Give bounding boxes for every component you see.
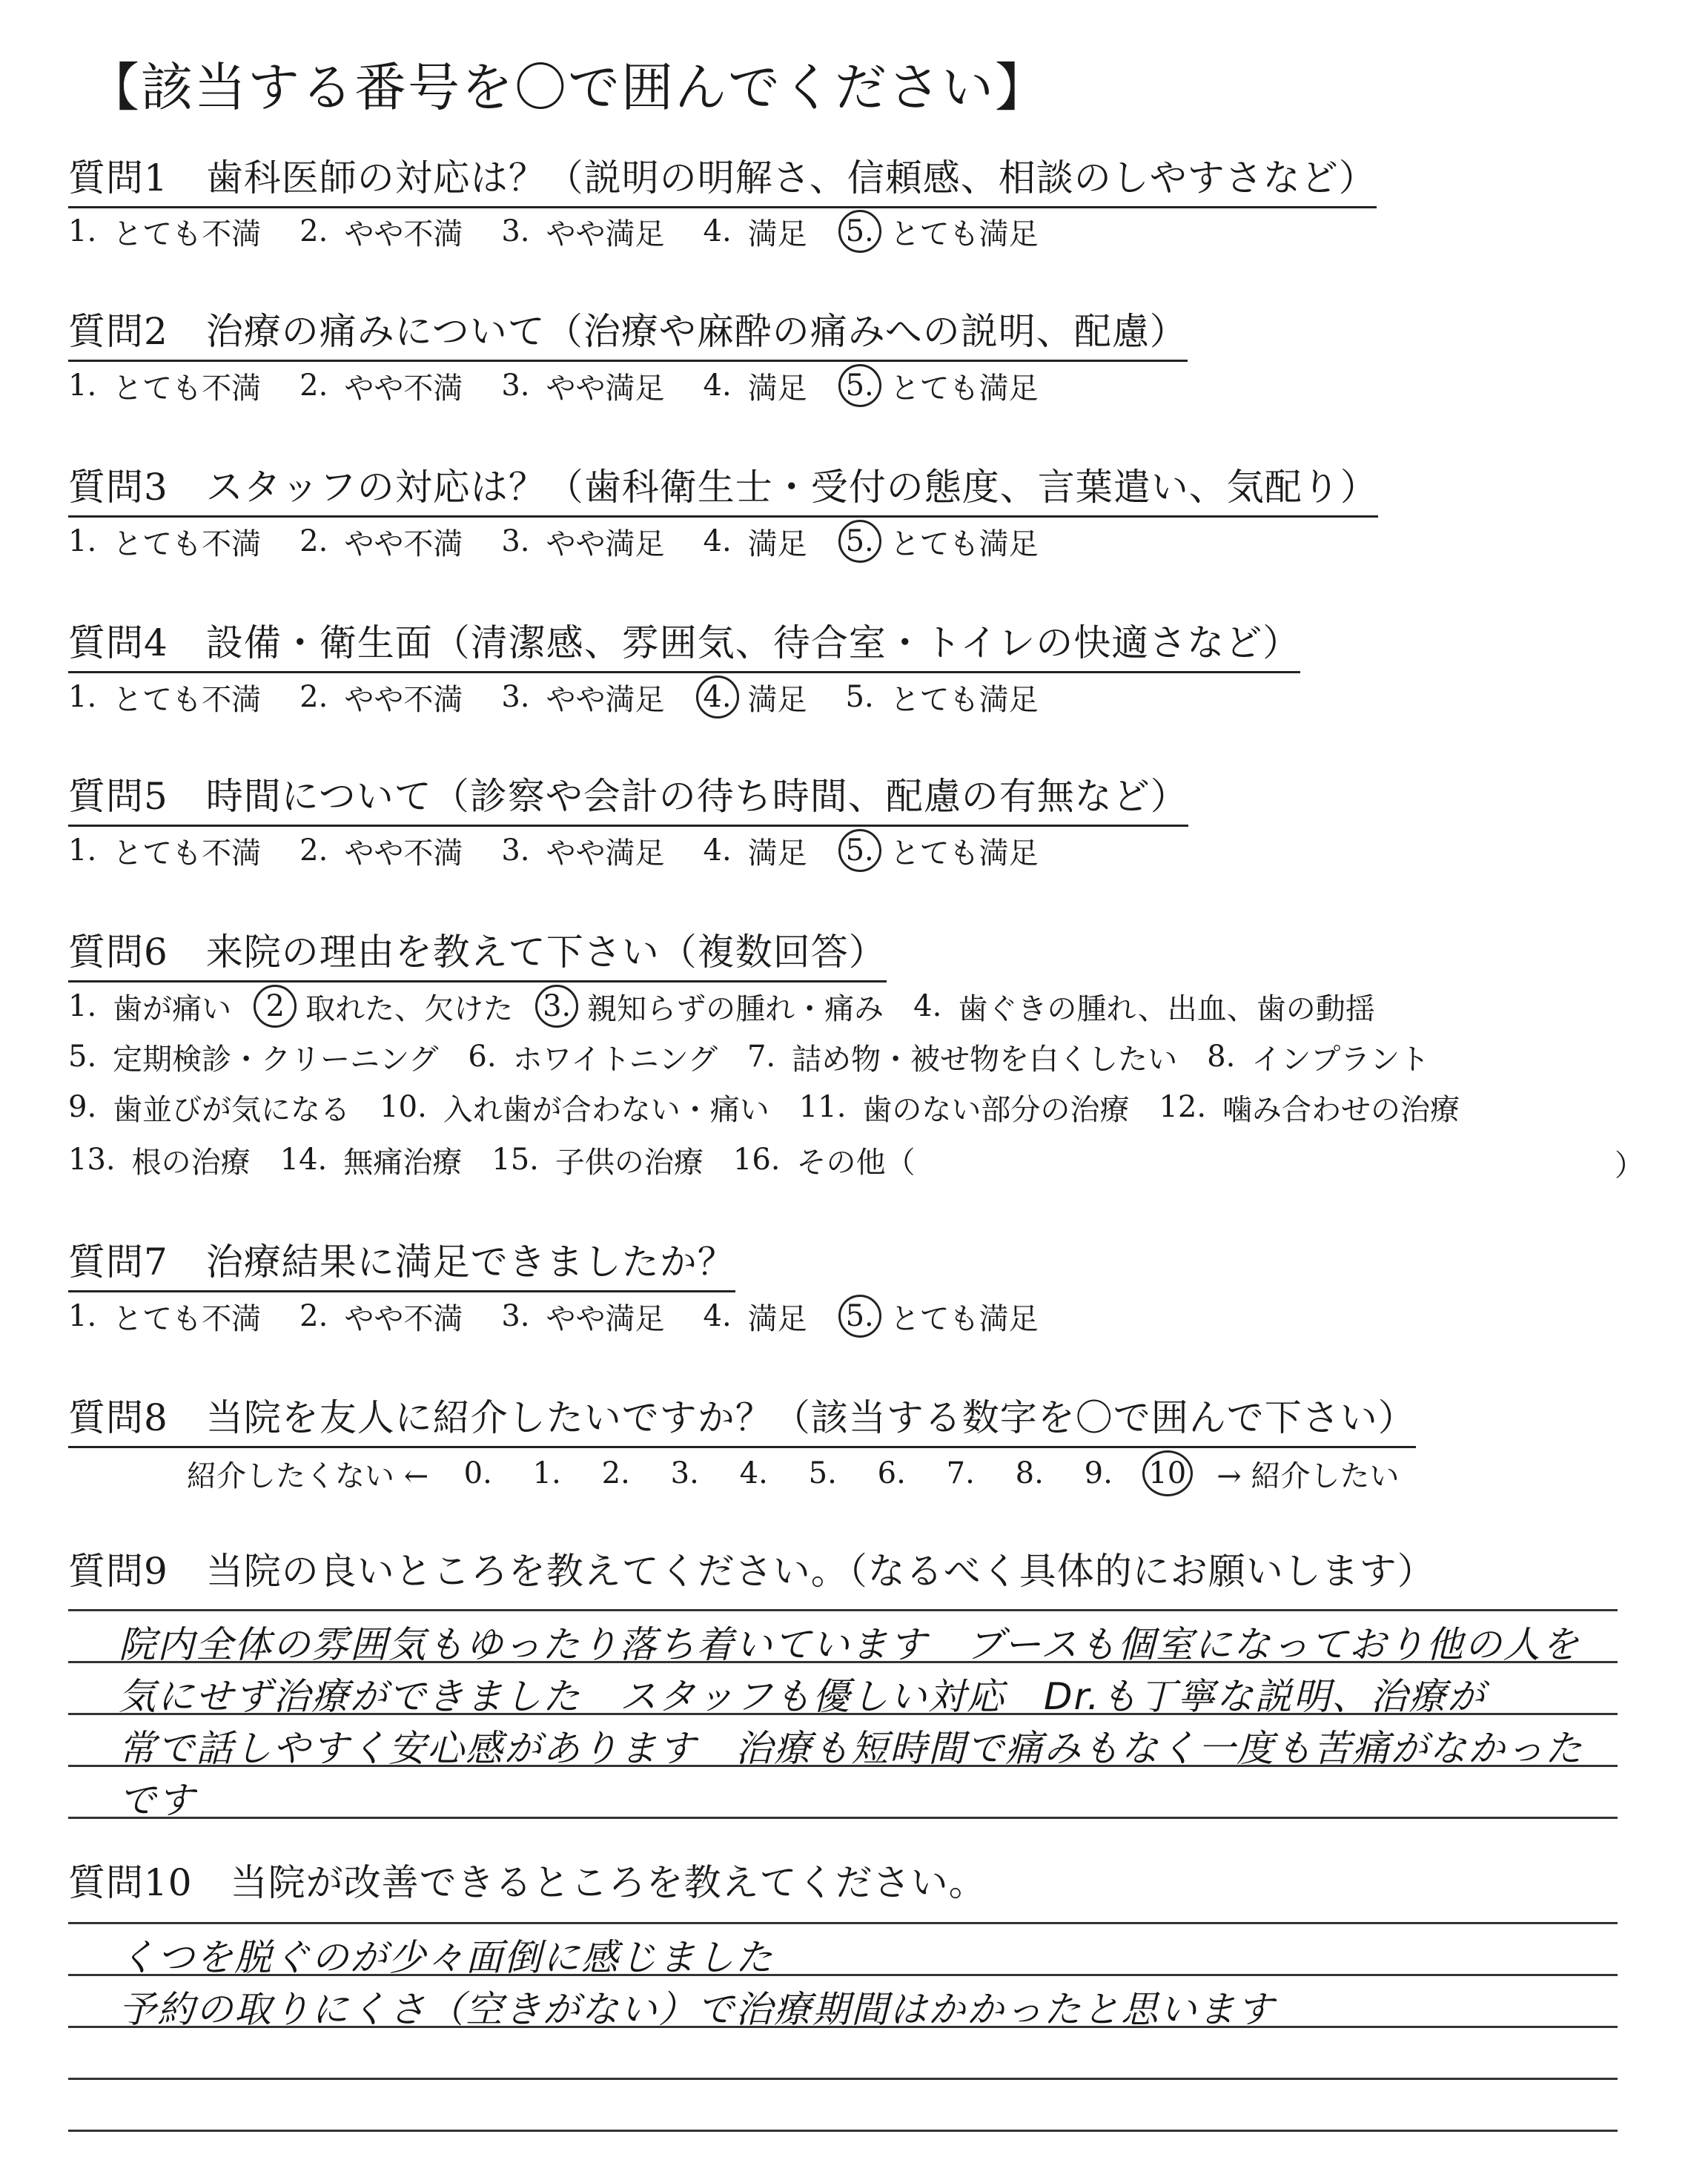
option-label: とても満足 xyxy=(890,1301,1039,1336)
reason-option xyxy=(280,1139,463,1181)
option-number: 3. xyxy=(501,833,530,868)
rating-option xyxy=(846,829,1039,872)
option-label: 歯並びが気になる xyxy=(113,1092,351,1127)
circled-number: 2 xyxy=(254,985,297,1028)
option-label: ホワイトニング xyxy=(512,1042,718,1077)
option-label: とても満足 xyxy=(890,217,1039,251)
scale-number-text: 8. xyxy=(1015,1456,1044,1490)
reason-row xyxy=(68,1083,1489,1131)
option-label: とても満足 xyxy=(890,371,1039,406)
option-number: 3. xyxy=(501,1299,530,1333)
option-label: 無痛治療 xyxy=(343,1145,463,1180)
option-number: 4. xyxy=(703,1299,732,1333)
option-label: 満足 xyxy=(747,371,807,406)
rating-option xyxy=(704,830,807,872)
option-label: 満足 xyxy=(747,526,807,561)
scale-number xyxy=(581,1456,650,1490)
rating-option xyxy=(846,364,1039,407)
rating-option xyxy=(846,520,1039,563)
scale-number xyxy=(719,1456,788,1490)
scale-number xyxy=(512,1456,581,1490)
page-title: 【該当する番号を〇で囲んでください】 xyxy=(87,57,1048,118)
option-number: 4. xyxy=(703,369,732,403)
scale-number-text: 0. xyxy=(463,1456,492,1490)
option-number: 11. xyxy=(798,1090,847,1124)
answer-line xyxy=(68,1609,1618,1611)
option-label: やや満足 xyxy=(546,836,665,871)
option-label: とても不満 xyxy=(113,217,262,251)
option-label: 子供の治療 xyxy=(555,1145,704,1180)
rating-option xyxy=(704,676,807,719)
option-label: やや不満 xyxy=(344,682,463,717)
reason-option xyxy=(799,1086,1130,1129)
reason-option xyxy=(1207,1036,1429,1078)
scale-number xyxy=(650,1456,719,1490)
question-7-title: 質問7 治療結果に満足できましたか？ xyxy=(68,1237,735,1292)
rating-option xyxy=(299,211,463,253)
option-number: 13. xyxy=(68,1143,116,1177)
option-number: 1. xyxy=(68,833,97,868)
option-label: やや不満 xyxy=(344,836,463,871)
option-label: その他（ xyxy=(796,1145,916,1180)
q9-answer-line-4: です xyxy=(119,1779,196,1822)
option-number: 9. xyxy=(68,1090,97,1124)
option-label: やや満足 xyxy=(546,371,665,406)
reason-option xyxy=(468,1036,718,1078)
question-8-title: 質問8 当院を友人に紹介したいですか？（該当する数字を〇で囲んで下さい） xyxy=(68,1393,1416,1448)
circled-number: 4. xyxy=(696,676,739,719)
option-label: 噛み合わせの治療 xyxy=(1222,1092,1460,1127)
option-number: 5. xyxy=(68,1040,97,1074)
question-3-title: 質問3 スタッフの対応は？（歯科衛生士・受付の態度、言葉遣い、気配り） xyxy=(68,462,1378,518)
circled-number: 5. xyxy=(838,364,881,407)
option-number: 1. xyxy=(68,989,97,1023)
reason-option xyxy=(380,1086,769,1129)
rating-option xyxy=(501,676,664,719)
scale-number-text: 5. xyxy=(808,1456,837,1490)
option-label: 満足 xyxy=(747,836,807,871)
scale-selected-number xyxy=(1133,1450,1202,1496)
question-9-title: 質問9 当院の良いところを教えてください。（なるべく具体的にお願いします） xyxy=(68,1550,1435,1593)
option-label: やや不満 xyxy=(344,526,463,561)
option-label: やや不満 xyxy=(344,371,463,406)
rating-option xyxy=(704,365,807,407)
answer-line xyxy=(68,1922,1618,1924)
option-number: 4. xyxy=(703,524,732,558)
rating-option xyxy=(299,830,463,872)
option-label: 歯ぐきの腫れ、出血、歯の動揺 xyxy=(958,991,1375,1026)
question-5-title: 質問5 時間について（診察や会計の待ち時間、配慮の有無など） xyxy=(68,771,1188,827)
option-number: 4. xyxy=(703,833,732,868)
option-number: 4. xyxy=(703,214,732,248)
rating-row xyxy=(68,518,1077,565)
rating-option xyxy=(68,365,261,407)
rating-row xyxy=(68,208,1077,255)
rating-option xyxy=(299,365,463,407)
circled-number: 5. xyxy=(838,1295,881,1338)
answer-line xyxy=(68,2130,1618,2132)
reason-option xyxy=(68,1086,350,1129)
scale-number xyxy=(1064,1456,1133,1490)
option-label: とても満足 xyxy=(890,682,1039,717)
rating-option xyxy=(704,211,807,253)
scale-number xyxy=(857,1456,926,1490)
option-label: とても不満 xyxy=(113,526,262,561)
reason-option xyxy=(68,1139,251,1181)
q10-answer-line-2: 予約の取りにくさ（空きがない）で治療期間はかかったと思います xyxy=(119,1988,1275,2031)
rating-option xyxy=(846,676,1039,719)
reason-option xyxy=(543,985,884,1028)
option-number: 14. xyxy=(279,1143,328,1177)
rating-option xyxy=(704,521,807,563)
rating-option xyxy=(68,1295,261,1338)
scale-number-text: 4. xyxy=(739,1456,768,1490)
question-10-title: 質問10 当院が改善できるところを教えてください。 xyxy=(68,1861,987,1904)
option-label: やや満足 xyxy=(546,1301,665,1336)
option-number: 4. xyxy=(913,989,942,1023)
scale-number xyxy=(926,1456,995,1490)
rating-row xyxy=(68,362,1077,409)
rating-option xyxy=(846,1295,1039,1338)
answer-line xyxy=(68,2078,1618,2080)
option-number: 3. xyxy=(501,524,530,558)
scale-numbers xyxy=(443,1450,1202,1496)
rating-option xyxy=(846,210,1039,253)
reason-option xyxy=(491,1139,704,1181)
scale-number-text: 2. xyxy=(601,1456,630,1490)
circled-number: 5. xyxy=(838,210,881,253)
answer-line xyxy=(68,1817,1618,1819)
reason-option xyxy=(1159,1086,1460,1129)
option-label: 満足 xyxy=(747,1301,807,1336)
rating-row xyxy=(68,827,1077,874)
rating-option xyxy=(68,830,261,872)
option-label: 満足 xyxy=(747,217,807,251)
rating-option xyxy=(299,676,463,719)
question-6-title: 質問6 来院の理由を教えて下さい（複数回答） xyxy=(68,927,887,982)
q9-answer-line-2: 気にせず治療ができました スタッフも優しい対応 Dr.も丁寧な説明、治療が xyxy=(119,1675,1486,1718)
option-label: とても満足 xyxy=(890,526,1039,561)
option-number: 1. xyxy=(68,214,97,248)
question-4-title: 質問4 設備・衛生面（清潔感、雰囲気、待合室・トイレの快適さなど） xyxy=(68,618,1300,673)
option-number: 16. xyxy=(732,1143,781,1177)
option-number: 7. xyxy=(747,1040,776,1074)
option-number: 3. xyxy=(501,680,530,714)
option-number: 2. xyxy=(299,833,328,868)
option-label: とても不満 xyxy=(113,1301,262,1336)
option-number: 3. xyxy=(501,214,530,248)
q10-answer-line-1: くつを脱ぐのが少々面倒に感じました xyxy=(119,1936,774,1979)
circled-number: 5. xyxy=(838,829,881,872)
option-number: 2. xyxy=(299,369,328,403)
scale-number-text: 1. xyxy=(532,1456,561,1490)
option-label: 満足 xyxy=(747,682,807,717)
question-2-title: 質問2 治療の痛みについて（治療や麻酔の痛みへの説明、配慮） xyxy=(68,306,1188,362)
rating-option xyxy=(501,521,664,563)
reason-option xyxy=(68,1036,438,1078)
recommend-scale xyxy=(172,1450,1414,1497)
rating-option xyxy=(68,676,261,719)
option-number: 2. xyxy=(299,680,328,714)
rating-row xyxy=(68,1292,1077,1340)
option-number: 1. xyxy=(68,524,97,558)
rating-option xyxy=(501,830,664,872)
option-label: やや満足 xyxy=(546,217,665,251)
option-number: 2. xyxy=(299,1299,328,1333)
q9-answer-line-3: 常で話しやすく安心感があります 治療も短時間で痛みもなく一度も苦痛がなかった xyxy=(119,1727,1583,1770)
option-number: 1. xyxy=(68,369,97,403)
option-number: 2. xyxy=(299,214,328,248)
scale-number-text: 3. xyxy=(670,1456,699,1490)
option-number: 5. xyxy=(845,680,874,714)
option-label: 詰め物・被せ物を白くしたい xyxy=(792,1042,1178,1077)
option-label: やや満足 xyxy=(546,682,665,717)
reason-row xyxy=(68,982,1405,1030)
option-label: 根の治療 xyxy=(131,1145,251,1180)
reason-option xyxy=(913,985,1375,1028)
option-label: 入れ歯が合わない・痛い xyxy=(443,1092,769,1127)
rating-option xyxy=(704,1295,807,1338)
option-label: 定期検診・クリーニング xyxy=(113,1042,439,1077)
other-close-paren: ） xyxy=(1615,1149,1644,1183)
option-label: やや満足 xyxy=(546,526,665,561)
option-number: 10. xyxy=(380,1090,427,1124)
rating-option xyxy=(501,1295,664,1338)
option-label: 歯が痛い xyxy=(113,991,232,1026)
option-number: 15. xyxy=(491,1143,539,1177)
circled-number: 3. xyxy=(535,985,578,1028)
scale-number-text: 10 xyxy=(1142,1450,1193,1496)
reason-row xyxy=(68,1136,945,1183)
option-number: 3. xyxy=(501,369,530,403)
rating-row xyxy=(68,673,1077,721)
rating-option xyxy=(299,521,463,563)
circled-number: 5. xyxy=(838,520,881,563)
rating-option xyxy=(68,521,261,563)
scale-number-text: 9. xyxy=(1084,1456,1113,1490)
reason-option xyxy=(261,985,513,1028)
option-label: とても不満 xyxy=(113,371,262,406)
option-label: とても不満 xyxy=(113,836,262,871)
option-number: 6. xyxy=(468,1040,497,1074)
scale-number xyxy=(443,1456,512,1490)
option-label: 親知らずの腫れ・痛み xyxy=(587,991,884,1026)
rating-option xyxy=(68,211,261,253)
option-label: やや不満 xyxy=(344,1301,463,1336)
option-label: とても不満 xyxy=(113,682,262,717)
rating-option xyxy=(501,365,664,407)
option-label: 歯のない部分の治療 xyxy=(862,1092,1130,1127)
reason-row xyxy=(68,1033,1459,1080)
scale-number-text: 6. xyxy=(877,1456,906,1490)
scale-number-text: 7. xyxy=(946,1456,975,1490)
option-number: 1. xyxy=(68,1299,97,1333)
scale-left-label: 紹介したくない ← xyxy=(187,1459,429,1493)
reason-option xyxy=(747,1036,1177,1078)
option-number: 12. xyxy=(1159,1090,1207,1124)
scale-right-label: → 紹介したい xyxy=(1217,1459,1400,1493)
reason-option xyxy=(68,985,231,1028)
scale-number xyxy=(788,1456,857,1490)
reason-option xyxy=(733,1139,916,1181)
q9-answer-line-1: 院内全体の雰囲気もゆったり落ち着いています ブースも個室になっており他の人を xyxy=(119,1623,1580,1666)
option-label: とても満足 xyxy=(890,836,1039,871)
rating-option xyxy=(501,211,664,253)
option-label: インプラント xyxy=(1251,1042,1430,1077)
question-1-title: 質問1 歯科医師の対応は？（説明の明解さ、信頼感、相談のしやすさなど） xyxy=(68,153,1377,208)
rating-option xyxy=(299,1295,463,1338)
option-number: 1. xyxy=(68,680,97,714)
option-number: 2. xyxy=(299,524,328,558)
option-number: 8. xyxy=(1207,1040,1236,1074)
scale-number xyxy=(995,1456,1064,1490)
option-label: やや不満 xyxy=(344,217,463,251)
option-label: 取れた、欠けた xyxy=(305,991,514,1026)
